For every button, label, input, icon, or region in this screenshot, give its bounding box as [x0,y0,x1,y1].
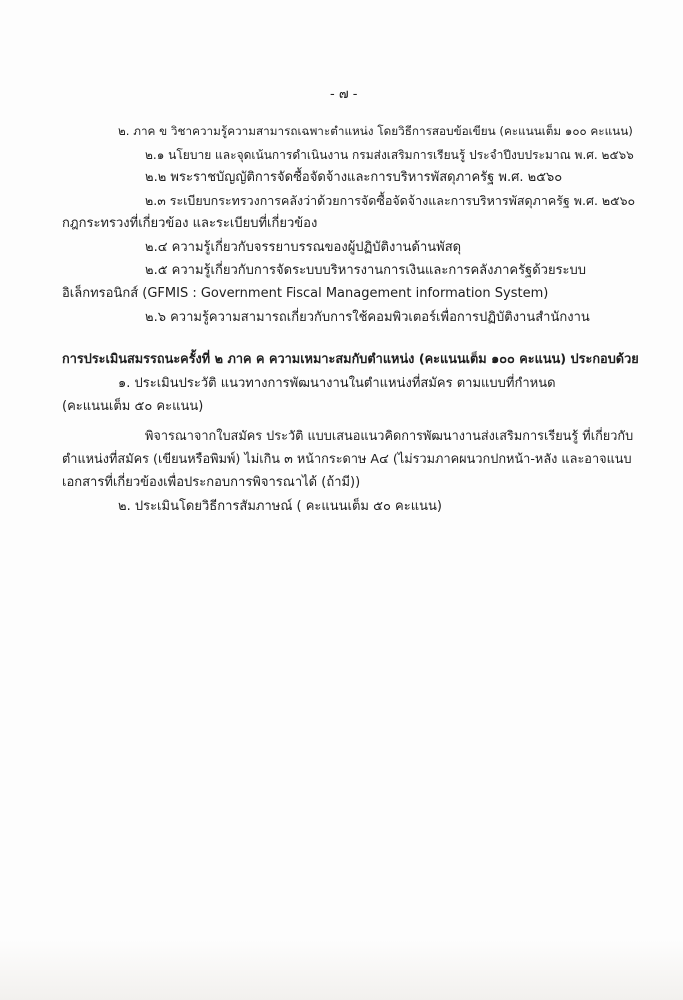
assessment-paragraph-line-1: พิจารณาจากใบสมัคร ประวัติ แบบเสนอแนวคิดการพัฒนางานส่งเสริมการเรียนรู้ ที่เกี่ยวกับ [145,429,634,444]
page-number: - ๗ - [330,87,358,102]
section2-item-2-6: ๒.๖ ความรู้ความสามารถเกี่ยวกับการใช้คอมพิวเตอร์เพื่อการปฏิบัติงานสำนักงาน [145,310,590,325]
assessment-paragraph-line-2: ตำแหน่งที่สมัคร (เขียนหรือพิมพ์) ไม่เกิน ๓ หน้ากระดาษ A๔ (ไม่รวมภาคผนวกปกหน้า-หลัง และอาจแนบ [62,452,632,467]
section2-item-2-4: ๒.๔ ความรู้เกี่ยวกับจรรยาบรรณของผู้ปฏิบัติงานด้านพัสดุ [145,240,462,255]
assessment-heading: การประเมินสมรรถนะครั้งที่ ๒ ภาค ค ความเหมาะสมกับตำแหน่ง (คะแนนเต็ม ๑๐๐ คะแนน) ประกอบด้วย [62,352,639,367]
section2-item-2-5: ๒.๕ ความรู้เกี่ยวกับการจัดระบบบริหารงานการเงินและการคลังภาครัฐด้วยระบบ [145,263,587,278]
scan-shadow [0,940,683,1000]
section2-item-2-5-continued: อิเล็กทรอนิกส์ (GFMIS : Government Fiscal Management information System) [62,286,549,301]
section2-item-2-3-continued: กฎกระทรวงที่เกี่ยวข้อง และระเบียบที่เกี่ยวข้อง [62,216,318,231]
assessment-item-1-score: (คะแนนเต็ม ๕๐ คะแนน) [62,399,204,414]
section2-heading: ๒. ภาค ข วิชาความรู้ความสามารถเฉพาะตำแหน่ง โดยวิธีการสอบข้อเขียน (คะแนนเต็ม ๑๐๐ คะแนน) [118,124,633,138]
assessment-item-2: ๒. ประเมินโดยวิธีการสัมภาษณ์ ( คะแนนเต็ม ๕๐ คะแนน) [118,499,442,514]
assessment-paragraph-line-3: เอกสารที่เกี่ยวข้องเพื่อประกอบการพิจารณาได้ (ถ้ามี)) [62,475,361,490]
section2-item-2-3: ๒.๓ ระเบียบกระทรวงการคลังว่าด้วยการจัดซื้อจัดจ้างและการบริหารพัสดุภาครัฐ พ.ศ. ๒๕๖๐ [145,193,636,208]
assessment-item-1: ๑. ประเมินประวัติ แนวทางการพัฒนางานในตำแหน่งที่สมัคร ตามแบบที่กำหนด [118,376,556,391]
section2-item-2-2: ๒.๒ พระราชบัญญัติการจัดซื้อจัดจ้างและการบริหารพัสดุภาครัฐ พ.ศ. ๒๕๖๐ [145,170,563,185]
section2-item-2-1: ๒.๑ นโยบาย และจุดเน้นการดำเนินงาน กรมส่งเสริมการเรียนรู้ ประจำปีงบประมาณ พ.ศ. ๒๕๖๖ [145,148,634,162]
